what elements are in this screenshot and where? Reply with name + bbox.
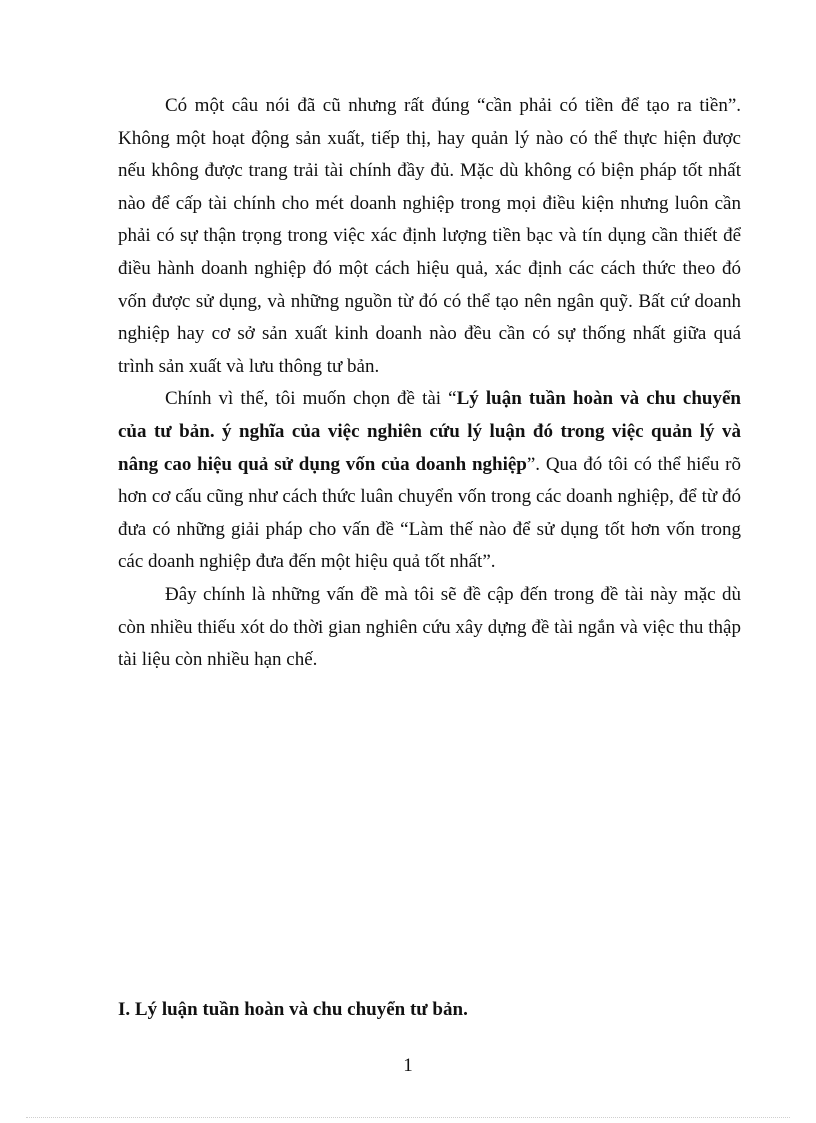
topic-paragraph	[118, 383, 741, 579]
topic-title: Lý luận tuần hoàn và chu chuyển của tư bản. ý nghĩa của việc nghiên cứu lý luận đó trong việc quản lý và nâng cao hiệu quả sử dụng vốn của doanh nghiệp	[118, 388, 741, 475]
intro-paragraph: Có một câu nói đã cũ nhưng rất đúng “cần phải có tiền để tạo ra tiền”. Không một hoạt động sản xuất, tiếp thị, hay quản lý nào có thể thực hiện được nếu không được trang trải tài chính đầy đủ. Mặc dù không có biện pháp tốt nhất nào để cấp tài chính cho mét doanh nghiệp trong mọi điều kiện nhưng luôn cần phải có sự thận trọng trong việc xác định lượng tiền bạc và tín dụng cần thiết để điều hành doanh nghiệp đó một cách hiệu quả, xác định các cách thức theo đó vốn được sử dụng, và những nguồn từ đó có thể tạo nên ngân quỹ. Bất cứ doanh nghiệp hay cơ sở sản xuất kinh doanh nào đều cần có sự thống nhất giữa quá trình sản xuất và lưu thông tư bản.	[118, 95, 741, 377]
page-bottom-divider	[26, 1117, 790, 1118]
page-number: 1	[403, 1055, 413, 1076]
topic-paragraph-after: ”. Qua đó tôi có thể hiểu rõ hơn cơ cấu cũng như cách thức luân chuyển vốn trong các doanh nghiệp, để từ đó đưa có những giải pháp cho vấn đề “Làm thế nào để sử dụng tốt hơn vốn trong các doanh nghiệp đưa đến một hiệu quả tốt nhất”.	[118, 453, 741, 573]
closing-paragraph: Đây chính là những vấn đề mà tôi sẽ đề cập đến trong đề tài này mặc dù còn nhiều thiếu xót do thời gian nghiên cứu xây dựng đề tài ngắn và việc thu thập tài liệu còn nhiều hạn chế.	[118, 583, 741, 671]
topic-paragraph-before: Chính vì thế, tôi muốn chọn đề tài “	[165, 388, 457, 410]
section-heading: I. Lý luận tuần hoàn và chu chuyển tư bản.	[118, 999, 468, 1020]
body-text	[118, 90, 741, 677]
